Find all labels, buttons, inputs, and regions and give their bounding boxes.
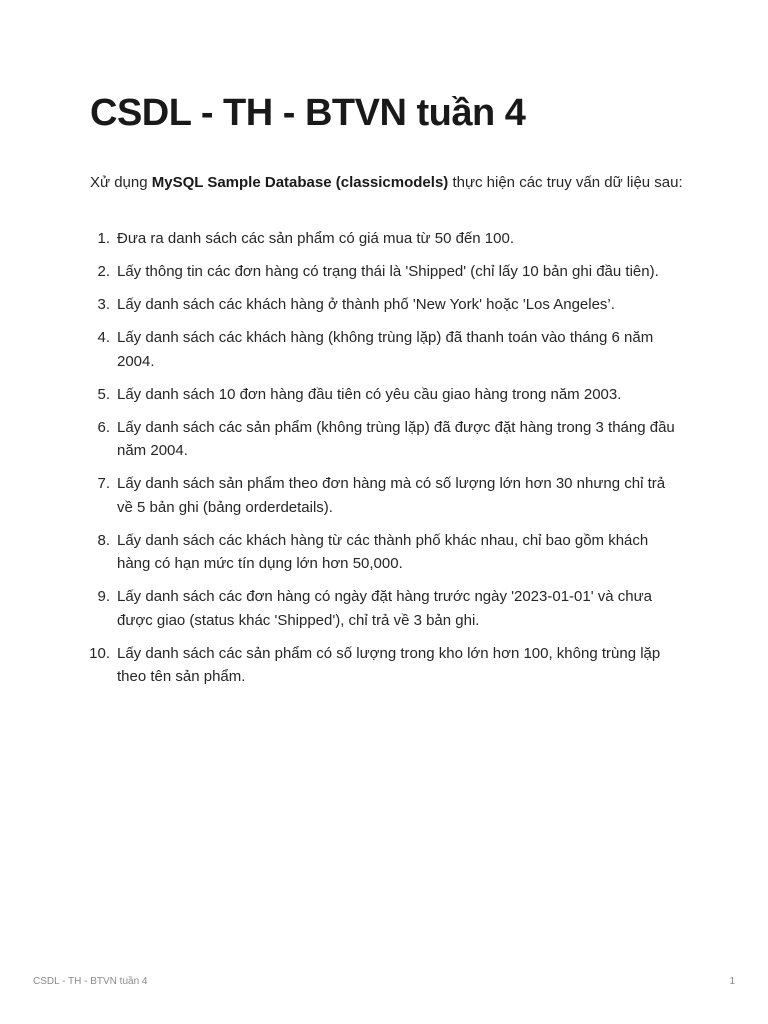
- task-item: [90, 585, 680, 632]
- task-number: 8.: [97, 531, 110, 549]
- task-text: Lấy danh sách sản phẩm theo đơn hàng mà có số lượng lớn hơn 30 nhưng chỉ trả về 5 bản ghi (bảng orderdetails).: [117, 475, 666, 516]
- task-number: 9.: [97, 588, 110, 605]
- task-text: Lấy danh sách các khách hàng từ các thành phố khác nhau, chỉ bao gồm khách hàng có hạn mức tín dụng lớn hơn 50,000.: [117, 531, 649, 572]
- task-item: [90, 326, 680, 373]
- task-item: [90, 529, 680, 576]
- task-number: 6.: [97, 418, 110, 436]
- task-text: Lấy thông tin các đơn hàng có trạng thái là 'Shipped' (chỉ lấy 10 bản ghi đầu tiên).: [117, 263, 659, 280]
- page-title: CSDL - TH - BTVN tuần 4: [90, 92, 526, 134]
- intro-text-after: thực hiện các truy vấn dữ liệu sau:: [448, 174, 683, 191]
- task-number: 7.: [97, 475, 110, 492]
- task-text: Lấy danh sách các sản phẩm (không trùng lặp) đã được đặt hàng trong 3 tháng đầu năm 2004.: [117, 418, 675, 459]
- task-number: 4.: [97, 329, 110, 346]
- task-item: [90, 293, 680, 317]
- task-number: 10.: [89, 644, 110, 662]
- task-text: Lấy danh sách 10 đơn hàng đầu tiên có yêu cầu giao hàng trong năm 2003.: [117, 385, 622, 403]
- task-item: [90, 416, 680, 463]
- task-text: Lấy danh sách các sản phẩm có số lượng trong kho lớn hơn 100, không trùng lặp theo tên sản phẩm.: [117, 644, 661, 685]
- intro-text-before: Xử dụng: [90, 174, 152, 191]
- task-item: [90, 260, 680, 284]
- task-item: [90, 383, 680, 407]
- task-item: [90, 227, 680, 251]
- task-text: Lấy danh sách các đơn hàng có ngày đặt hàng trước ngày '2023-01-01' và chưa được giao (status khác 'Shipped'), chỉ trả về 3 bản ghi.: [117, 588, 652, 629]
- task-text: Lấy danh sách các khách hàng ở thành phố 'New York' hoặc 'Los Angeles’.: [117, 296, 615, 313]
- task-list: [90, 227, 680, 698]
- task-item: [90, 642, 680, 689]
- task-number: 5.: [97, 385, 110, 403]
- task-text: Đưa ra danh sách các sản phẩm có giá mua từ 50 đến 100.: [117, 230, 514, 247]
- intro-database-name: MySQL Sample Database (classicmodels): [151, 174, 449, 191]
- task-number: 3.: [97, 296, 110, 313]
- intro-paragraph: [90, 171, 690, 194]
- footer-page-number: 1: [729, 976, 735, 987]
- footer-document-title: CSDL - TH - BTVN tuần 4: [33, 976, 148, 987]
- task-number: 2.: [97, 263, 110, 280]
- task-text: Lấy danh sách các khách hàng (không trùng lặp) đã thanh toán vào tháng 6 năm 2004.: [117, 329, 654, 370]
- task-number: 1.: [97, 230, 110, 247]
- task-item: [90, 472, 680, 519]
